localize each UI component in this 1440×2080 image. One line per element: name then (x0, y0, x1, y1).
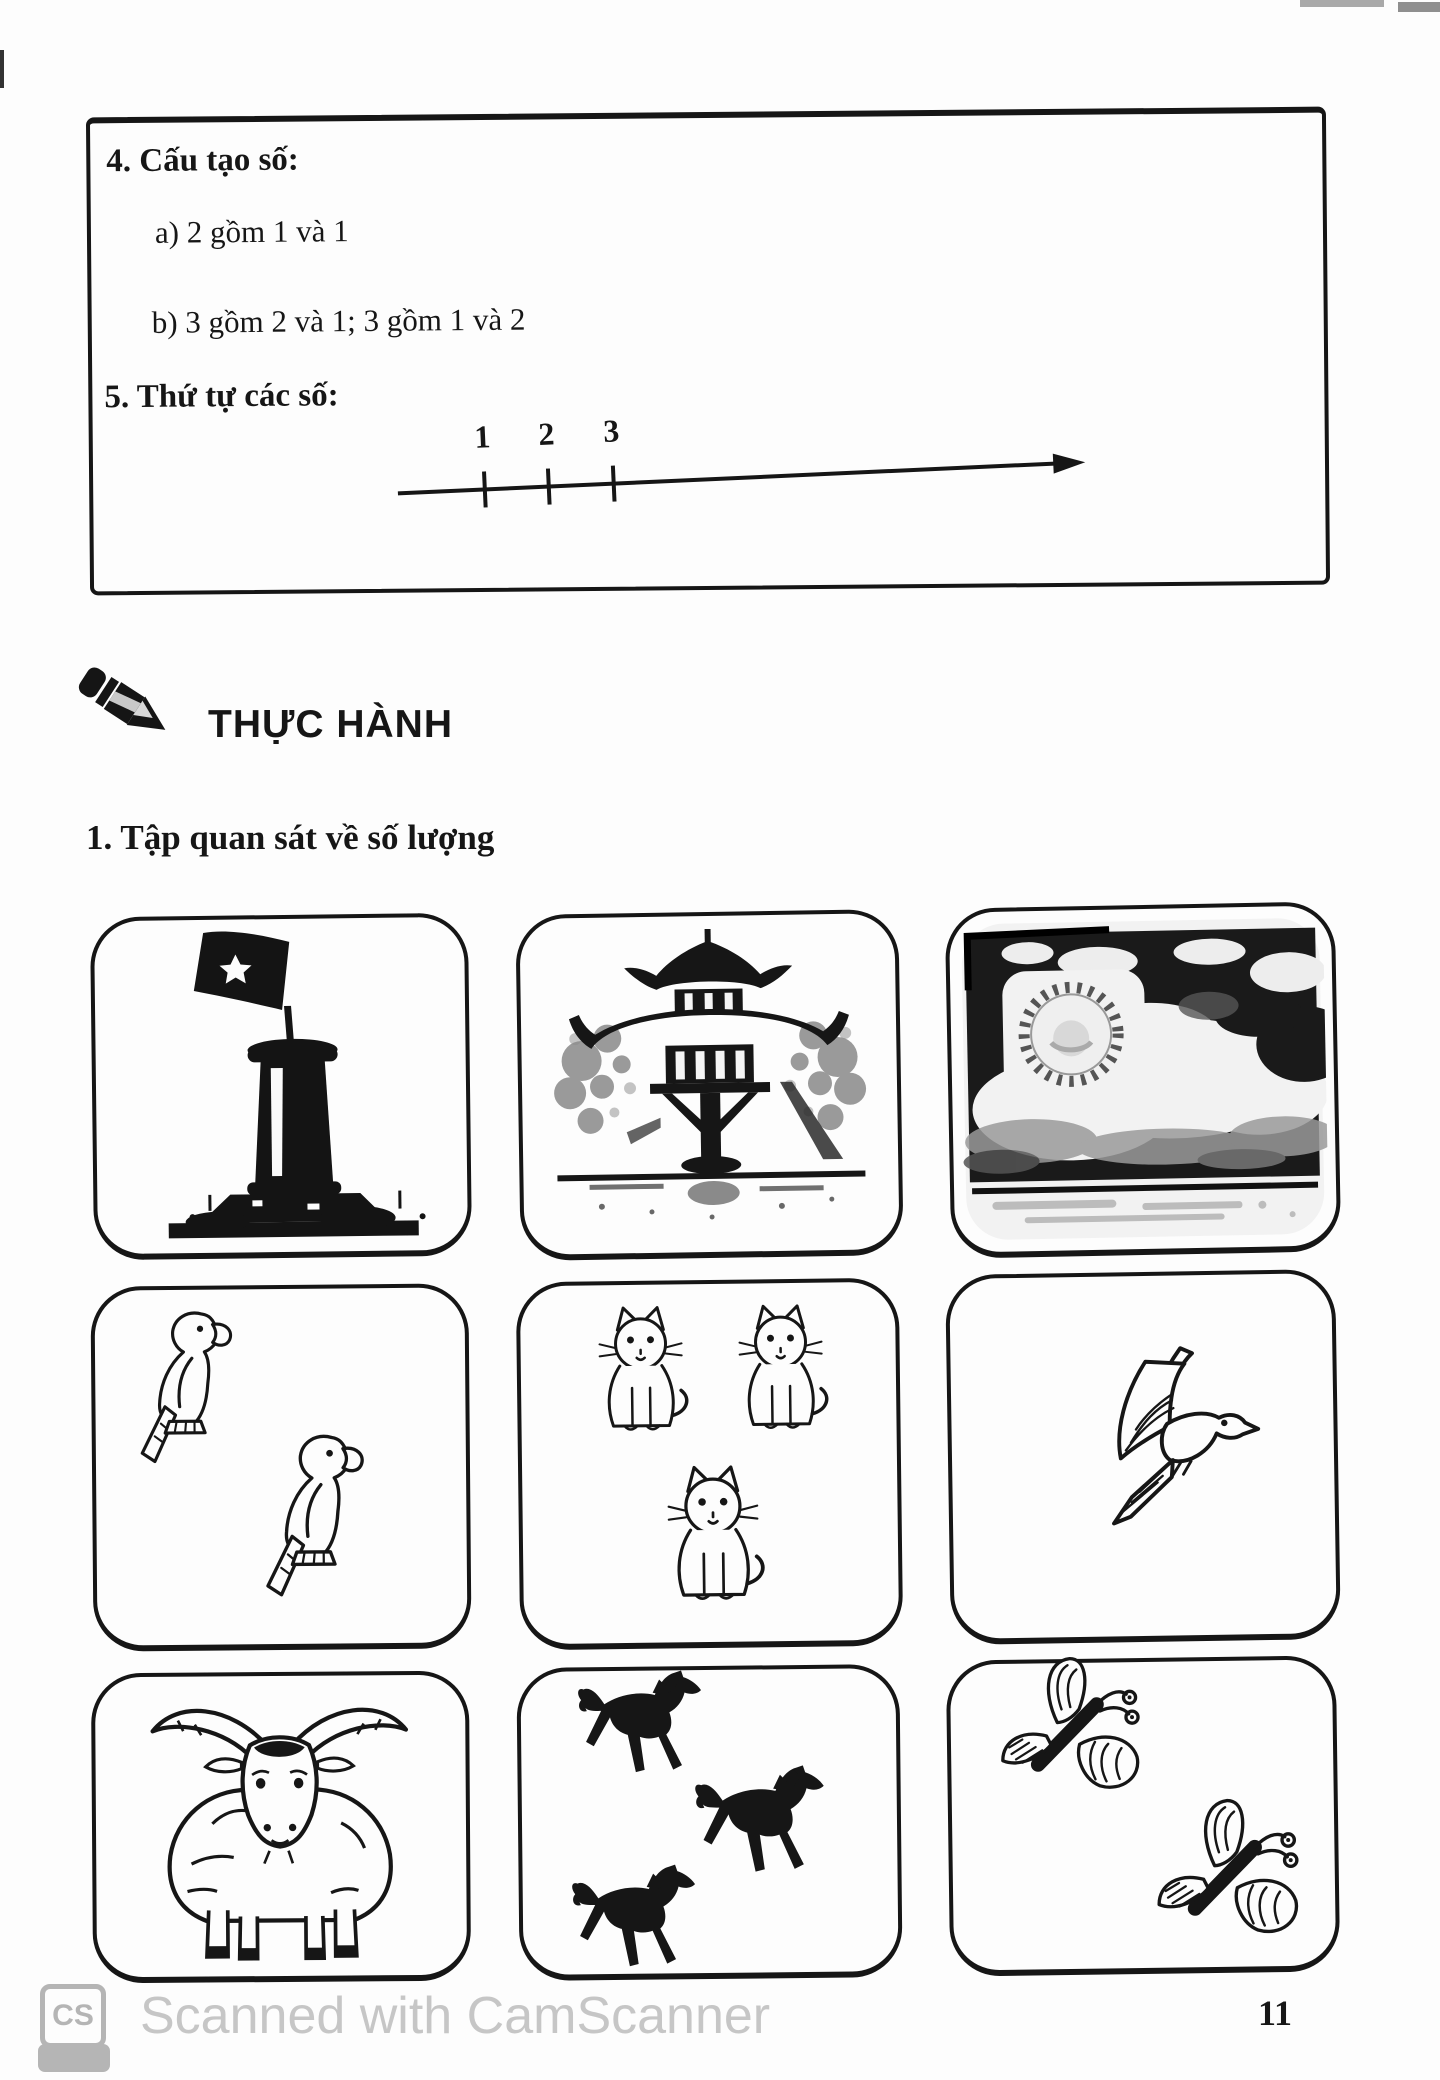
exercise-title: 1. Tập quan sát về số lượng (86, 818, 495, 857)
page-number: 11 (1258, 1993, 1293, 2033)
scan-artifact (0, 50, 4, 88)
number-line-label-3: 3 (602, 412, 621, 450)
grid-cell-butterflies (946, 1655, 1340, 1976)
practice-header (70, 645, 670, 765)
scan-artifact (1300, 0, 1384, 7)
flag-tower-image (99, 923, 463, 1247)
parrots-image (105, 1295, 458, 1638)
number-line-label-2: 2 (537, 415, 556, 452)
summary-box (86, 107, 1330, 596)
number-line (387, 390, 1111, 527)
grid-cell-flag-tower (90, 913, 472, 1261)
item-5-title: 5. Thứ tự các số: (104, 377, 339, 416)
pencil-icon (70, 645, 195, 755)
scan-artifact (1398, 2, 1440, 12)
number-line-label-1: 1 (473, 418, 492, 455)
camscanner-logo (40, 1984, 122, 2076)
kittens-image (532, 1288, 886, 1637)
grid-cell-one-pillar-pagoda (515, 909, 903, 1261)
practice-heading: THỰC HÀNH (208, 703, 453, 746)
grid-cell-horses (516, 1664, 902, 1981)
sun-photo-image (957, 914, 1329, 1245)
item-4a-text: a) 2 gồm 1 và 1 (154, 213, 349, 250)
grid-cell-buffalo (91, 1671, 471, 1984)
camscanner-logo-letters: CS (40, 1984, 106, 2048)
grid-cell-kittens (516, 1278, 903, 1651)
item-4-title: 4. Cấu tạo số: (106, 141, 299, 180)
grid-cell-sun-in-clouds (945, 901, 1342, 1258)
horses-image (533, 1650, 887, 1994)
butterflies-image (966, 1643, 1321, 1988)
grid-cell-dove (945, 1269, 1341, 1645)
dove-image (965, 1283, 1320, 1628)
one-pillar-pagoda-image (527, 916, 892, 1252)
buffalo-image (105, 1682, 457, 1969)
grid-cell-parrots (90, 1283, 471, 1651)
item-4b-text: b) 3 gồm 2 và 1; 3 gồm 1 và 2 (151, 301, 526, 340)
camscanner-watermark-text: Scanned with CamScanner (140, 1987, 771, 2045)
camscanner-logo-tab (38, 2044, 110, 2072)
